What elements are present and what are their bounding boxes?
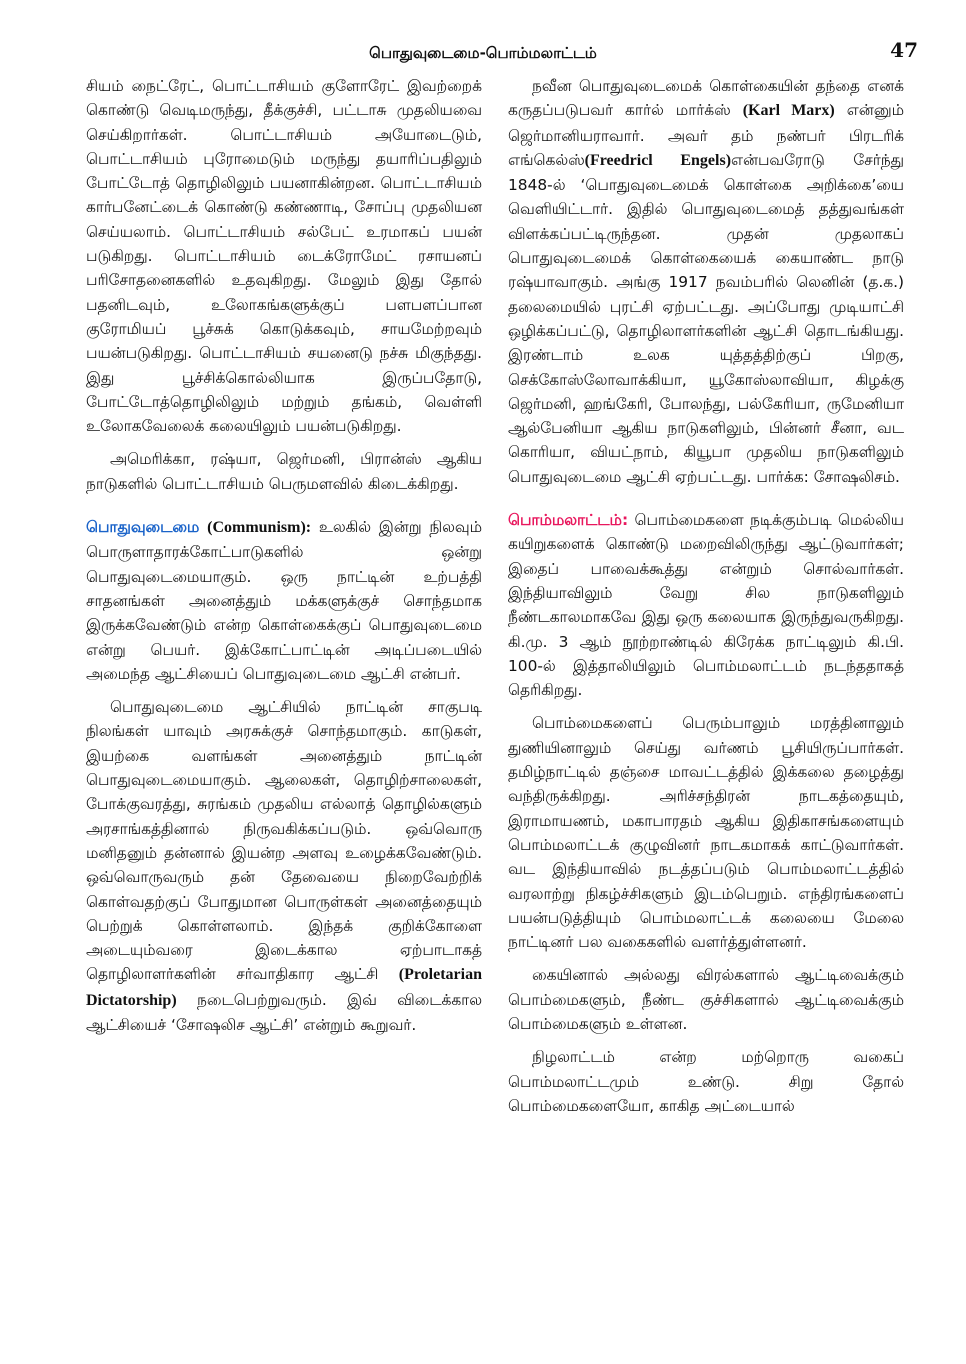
marx-text-c: என்பவரோடு சேர்ந்து 1848-ல் ‘பொதுவுடைமைக் கொள்கை அறிக்கை’யை வெளியிட்டார். இதில் பொதுவுடைமைத் தத்துவங்கள் விளக்கப்பட்டிருந்தன. முதன் முதலாகப் பொதுவுடைமைக் கொள்கையைக் கையாண்ட நாடு ரஷ்யாவாகும். அங்கு 1917 நவம்பரில் லெனின் (த.க.) தலைமையில் புரட்சி ஏற்பட்டது. அப்போது முடியாட்சி ஒழிக்கப்பட்டு, தொழிலாளர்களின் ஆட்சி தொடங்கியது. இரண்டாம் உலக யுத்தத்திற்குப் பிறகு, செக்கோஸ்லோவாக்கியா, யூகோஸ்லாவியா, கிழக்கு ஜெர்மனி, ஹங்கேரி, போலந்து, பல்கேரியா, ருமேனியா ஆல்பேனியா ஆகிய நாடுகளிலும், பின்னர் சீனா, வட கொரியா, வியட்நாம், கியூபா முதலிய நாடுகளிலும் பொதுவுடைமை ஆட்சி ஏற்பட்டது. பார்க்க: சோஷலிசம்.	[508, 150, 904, 486]
right-column	[508, 74, 904, 1127]
entry-title-puppetry: பொம்மலாட்டம்:	[508, 511, 629, 530]
communist-rule-text-b: நடைபெற்றுவரும். இவ் விடைக்கால ஆட்சியைச் ‘சோஷலிச ஆட்சி’ என்றும் கூறுவர்.	[86, 990, 482, 1034]
paragraph-puppetry-tamilnadu: பொம்மைகளைப் பெரும்பாலும் மரத்தினாலும் துணியினாலும் செய்து வர்ணம் பூசியிருப்பார்கள். தமிழ்நாட்டில் தஞ்சை மாவட்டத்தில் இக்கலை தழைத்து வந்திருக்கிறது. அரிச்சந்திரன் நாடகத்தையும், இராமாயணம், மகாபாரதம் ஆகிய இதிகாசங்களையும் பொம்மலாட்டக் குழுவினர் நாடகமாகக் காட்டுவார்கள். வட இந்தியாவில் நடத்தப்படும் பொம்மலாட்டத்தில் வரலாற்று நிகழ்ச்சிகளும் இடம்பெறும். எந்திரங்களைப் பயன்படுத்தியும் பொம்மலாட்டக் கலையை மேலை நாட்டினர் பல வகைகளில் வளர்த்துள்ளனர்.	[508, 714, 904, 952]
left-column	[86, 74, 482, 1046]
paragraph-shadow-puppetry: நிழலாட்டம் என்ற மற்றொரு வகைப் பொம்மலாட்டமும் உண்டு. சிறு தோல் பொம்மைகளையோ, காகித அட்டையால்	[508, 1048, 904, 1115]
entry-title-communism: பொதுவுடைமை	[86, 518, 200, 537]
communist-rule-text-a: பொதுவுடைமை ஆட்சியில் நாட்டின் சாகுபடி நிலங்கள் யாவும் அரசுக்குச் சொந்தமாகும். காடுகள், இயற்கை வளங்கள் அனைத்தும் நாட்டின் பொதுவுடைமையாகும். ஆலைகள், தொழிற்சாலைகள், போக்குவரத்து, சுரங்கம் முதலிய எல்லாத் தொழில்களும் அரசாங்கத்தினால் நிருவகிக்கப்படும். ஒவ்வொரு மனிதனும் தன்னால் இயன்ற அளவு உழைக்கவேண்டும். ஒவ்வொருவரும் தன் தேவையை நிறைவேற்றிக் கொள்வதற்குப் போதுமான பொருள்கள் அனைத்தையும் பெற்றுக் கொள்ளலாம். இந்தக் குறிக்கோளை அடையும்வரை இடைக்கால ஏற்பாடாகத் தொழிலாளர்களின் சர்வாதிகார ஆட்சி	[86, 698, 482, 984]
paragraph-marx	[508, 74, 904, 489]
paragraph-communism-intro	[86, 515, 482, 686]
paragraph-communist-rule	[86, 695, 482, 1037]
running-title: பொதுவுடைமை-பொம்மலாட்டம்	[369, 44, 597, 62]
engels-latin: (Freedricl Engels)	[584, 151, 732, 169]
communism-latin-term: (Communism):	[207, 519, 312, 537]
proletarian-dictatorship-term: (Proletarian Dictatorship)	[86, 966, 482, 1009]
paragraph-puppetry-types: கையினால் அல்லது விரல்களால் ஆட்டிவைக்கும் பொம்மைகளும், நீண்ட குச்சிகளால் ஆட்டிவைக்கும் பொம்மைகளும் உள்ளன.	[508, 966, 904, 1033]
communism-intro-text: உலகில் இன்று நிலவும் பொருளாதாரக்கோட்பாடுகளில் ஒன்று பொதுவுடைமையாகும். ஒரு நாட்டின் உற்பத்தி சாதனங்கள் அனைத்தும் மக்களுக்குச் சொந்தமாக இருக்கவேண்டும் என்ற கொள்கைக்குப் பொதுவுடைமை என்று பெயர். இக்கோட்பாட்டின் அடிப்படையில் அமைந்த ஆட்சியைப் பொதுவுடைமை ஆட்சி என்பர்.	[86, 518, 482, 683]
karl-marx-latin: (Karl Marx)	[742, 102, 835, 120]
marx-text-b: என்னும் ஜெர்மானியராவார். அவர் தம் நண்பர் பிரடரிக் எங்கெல்ஸ்	[508, 101, 904, 169]
puppetry-intro-text: பொம்மைகளை நடிக்கும்படி மெல்லிய கயிறுகளைக் கொண்டு மறைவிலிருந்து ஆட்டுவார்கள்; இதைப் பாவைக்கூத்து என்றும் சொல்வார்கள். இந்தியாவிலும் வேறு சில நாடுகளிலும் நீண்டகாலமாகவே இது ஒரு கலையாக இருந்துவருகிறது. கி.மு. 3 ஆம் நூற்றாண்டில் கிரேக்க நாட்டிலும் கி.பி. 100-ல் இத்தாலியிலும் பொம்மலாட்டம் நடந்ததாகத் தெரிகிறது.	[508, 511, 904, 700]
marx-text-a: நவீன பொதுவுடைமைக் கொள்கையின் தந்தை எனக் கருதப்படுபவர் கார்ல் மார்க்ஸ்	[508, 77, 904, 120]
paragraph-puppetry-intro	[508, 508, 904, 702]
paragraph-potassium-sources: அமெரிக்கா, ரஷ்யா, ஜெர்மனி, பிரான்ஸ் ஆகிய நாடுகளில் பொட்டாசியம் பெருமளவில் கிடைக்கிறது.	[86, 450, 482, 493]
paragraph-potassium-uses: சியம் நைட்ரேட், பொட்டாசியம் குளோரேட் இவற்றைக் கொண்டு வெடிமருந்து, தீக்குச்சி, பட்டாசு முதலியவை செய்கிறார்கள். பொட்டாசியம் அயோடைடும், பொட்டாசியம் புரோமைடும் மருந்து தயாரிப்பதிலும் போட்டோத் தொழிலிலும் பயனாகின்றன. பொட்டாசியம் கார்பனேட்டைக் கொண்டு கண்ணாடி, சோப்பு முதலியன செய்யலாம். பொட்டாசியம் சல்பேட் உரமாகப் பயன் படுகிறது. பொட்டாசியம் டைக்ரோமேட் ரசாயனப் பரிசோதனைகளில் உதவுகிறது. மேலும் இது தோல் பதனிடவும், உலோகங்களுக்குப் பளபளப்பான குரோமியப் பூச்சுக் கொடுக்கவும், சாயமேற்றவும் பயன்படுகிறது. பொட்டாசியம் சயனைடு நச்சு மிகுந்தது. இது பூச்சிக்கொல்லியாக இருப்பதோடு, போட்டோத்தொழிலிலும் மற்றும் தங்கம், வெள்ளி உலோகவேலைக் கலையிலும் பயன்படுகிறது.	[86, 77, 482, 436]
page-number: 47	[890, 38, 918, 62]
